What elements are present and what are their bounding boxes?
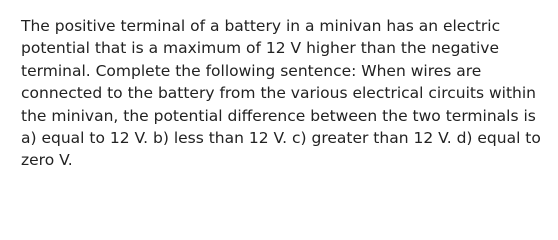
question-block (21, 15, 549, 172)
question-text: The positive terminal of a battery in a minivan has an electric potential that is a maximum of 12 V higher than the negative terminal. Complete the following sentence: When wires are connected to the battery from the various electrical circuits within the minivan, the potential difference between the two terminals is a) equal to 12 V. b) less than 12 V. c) greater than 12 V. d) equal to zero V. (21, 17, 541, 170)
